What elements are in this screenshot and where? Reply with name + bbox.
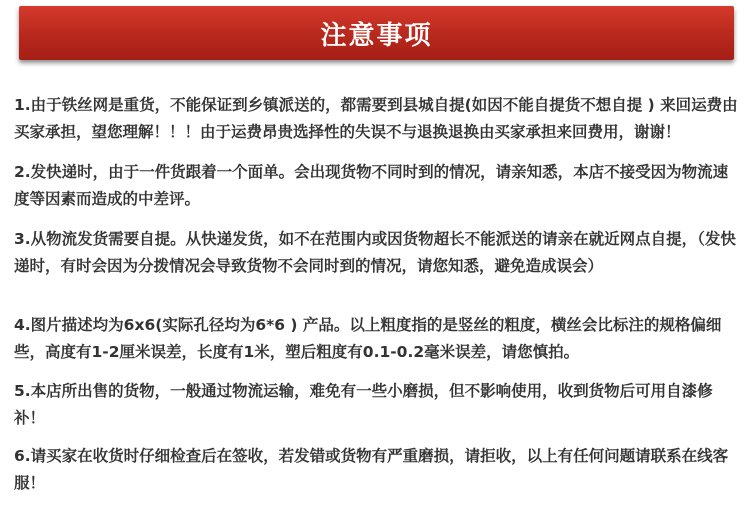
notice-item-3: 3.从物流发货需要自提。从快递发货，如不在范围内或因货物超长不能派送的请亲在就近网点自提，（发快递时，有时会因为分拨情况会导致货物不会同时到的情况，请您知悉，避免造成误会）	[14, 230, 736, 275]
notice-item-1: 1.由于铁丝网是重货，不能保证到乡镇派送的，都需要到县城自提(如因不能自提货不想自提 ) 来回运费由买家承担，望您理解！！！由于运费昂贵选择性的失误不与退换退换由买家承担来回费用，谢谢！	[14, 96, 738, 141]
title-banner	[19, 6, 734, 60]
notice-item-2: 2.发快递时，由于一件货跟着一个面单。会出现货物不同时到的情况，请亲知悉，本店不接受因为物流速度等因素而造成的中差评。	[14, 163, 729, 208]
page-title: 注意事项	[320, 20, 433, 51]
notice-item-4: 4.图片描述均为6x6(实际孔径均为6*6 ) 产品。以上粗度指的是竖丝的粗度，横丝会比标注的规格偏细些，高度有1-2厘米误差，长度有1米，塑后粗度有0.1-0.2毫米误差，请您慎拍。	[14, 316, 722, 361]
notice-item-6: 6.请买家在收货时仔细检查后在签收，若发错或货物有严重磨损，请拒收，以上有任何问题请联系在线客服！	[14, 447, 729, 492]
notice-item-5: 5.本店所出售的货物，一般通过物流运输，难免有一些小磨损，但不影响使用，收到货物后可用自漆修补！	[14, 382, 713, 427]
